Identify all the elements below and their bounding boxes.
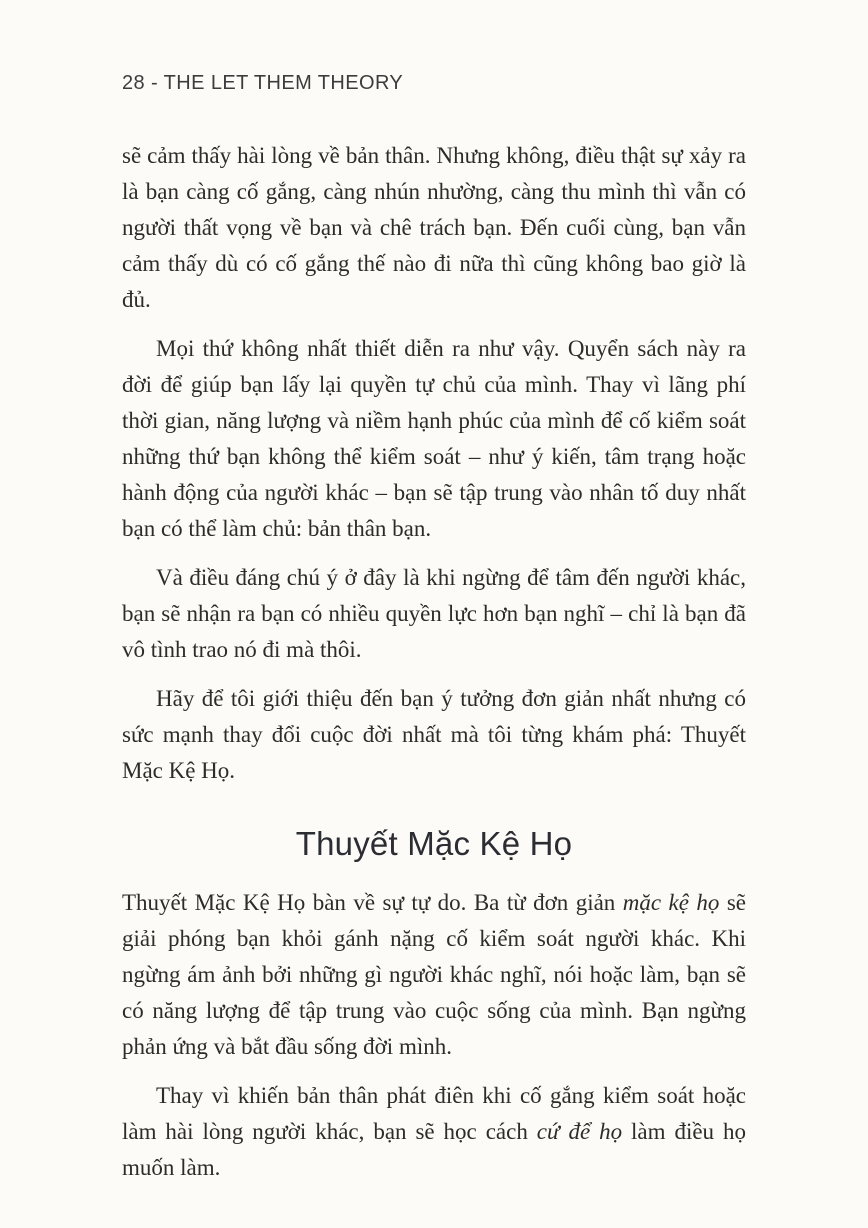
italic-phrase: mặc kệ họ (622, 890, 720, 915)
paragraph (122, 560, 746, 668)
italic-phrase: cứ để họ (536, 1119, 623, 1144)
text-run: sẽ giải phóng bạn khỏi gánh nặng cố kiểm soát người khác. Khi ngừng ám ảnh bởi những gì người khác nghĩ, nói hoặc làm, bạn sẽ có năng lượng để tập trung vào cuộc sống của mình. Bạn ngừng phản ứng và bắt đầu sống đời mình. (122, 890, 746, 1059)
running-header: 28 - THE LET THEM THEORY (122, 72, 404, 94)
text-run: Mọi thứ không nhất thiết diễn ra như vậy. Quyển sách này ra đời để giúp bạn lấy lại quyền tự chủ của mình. Thay vì lãng phí thời gian, năng lượng và niềm hạnh phúc của mình để cố kiểm soát những thứ bạn không thể kiểm soát – như ý kiến, tâm trạng hoặc hành động của người khác – bạn sẽ tập trung vào nhân tố duy nhất bạn có thể làm chủ: bản thân bạn. (122, 336, 746, 541)
text-run: Thay vì khiến bản thân phát điên khi cố gắng kiểm soát hoặc làm hài lòng người khác, bạn sẽ học cách (122, 1083, 746, 1144)
paragraph (122, 681, 746, 789)
text-run: sẽ cảm thấy hài lòng về bản thân. Nhưng không, điều thật sự xảy ra là bạn càng cố gắng, càng nhún nhường, càng thu mình thì vẫn có người thất vọng về bạn và chê trách bạn. Đến cuối cùng, bạn vẫn cảm thấy dù có cố gắng thế nào đi nữa thì cũng không bao giờ là đủ. (122, 143, 746, 312)
text-run: Hãy để tôi giới thiệu đến bạn ý tưởng đơn giản nhất nhưng có sức mạnh thay đổi cuộc đời nhất mà tôi từng khám phá: Thuyết Mặc Kệ Họ. (122, 686, 746, 783)
paragraph (122, 1078, 746, 1186)
paragraph (122, 885, 746, 1065)
section-heading: Thuyết Mặc Kệ Họ (295, 825, 573, 862)
text-run: Thuyết Mặc Kệ Họ bàn về sự tự do. Ba từ đơn giản (122, 890, 623, 915)
text-run: làm điều họ muốn làm. (122, 1119, 746, 1180)
paragraph (122, 138, 746, 318)
paragraph (122, 331, 746, 547)
text-run: Và điều đáng chú ý ở đây là khi ngừng để tâm đến người khác, bạn sẽ nhận ra bạn có nhiều quyền lực hơn bạn nghĩ – chỉ là bạn đã vô tình trao nó đi mà thôi. (122, 565, 746, 662)
page-body (122, 138, 746, 1199)
